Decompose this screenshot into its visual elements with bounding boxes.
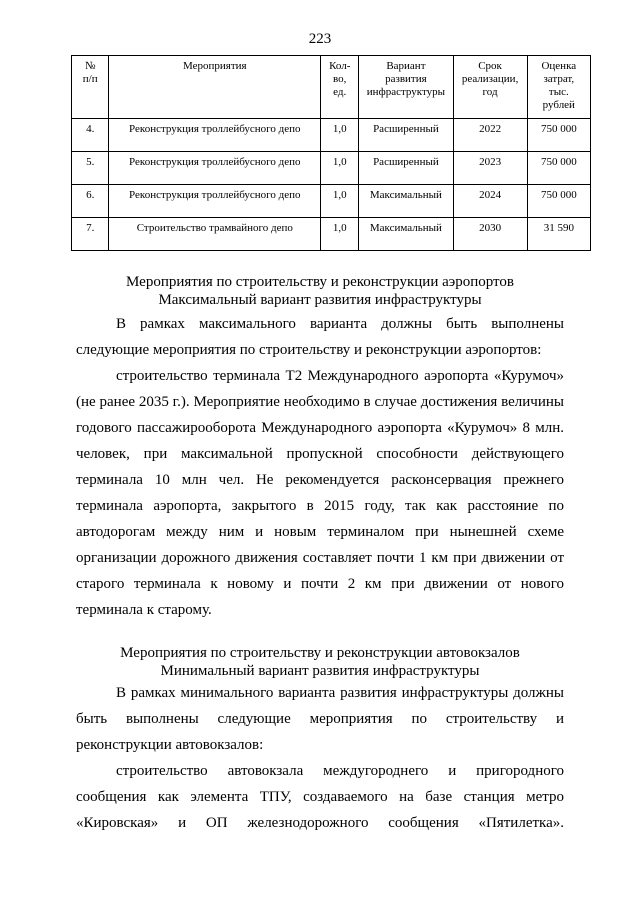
cell-quantity: 1,0 <box>321 185 359 218</box>
cell-measure: Реконструкция троллейбусного депо <box>109 152 321 185</box>
cell-quantity: 1,0 <box>321 218 359 251</box>
bus-intro-paragraph: В рамках минимального варианта развития инфраструктуры должны быть выполнены следующие мероприятия по строительству и реконструкции автовокзалов: <box>76 685 564 753</box>
cell-cost: 750 000 <box>527 119 590 152</box>
col-header-measure: Мероприятия <box>109 56 321 119</box>
cell-variant: Максимальный <box>359 185 453 218</box>
cell-measure: Реконструкция троллейбусного депо <box>109 119 321 152</box>
col-header-term: Срок реализации, год <box>453 56 527 119</box>
bus-item-paragraph: строительство автовокзала междугороднего и пригородного сообщения как элемента ТПУ, создаваемого на базе станция метро «Кировская» и ОП железнодорожного сообщения «Пятилетка». <box>76 763 564 831</box>
cell-number: 4. <box>72 119 109 152</box>
airports-item-paragraph: строительство терминала Т2 Международного аэропорта «Курумоч» (не ранее 2035 г.). Мероприятие необходимо в случае достижения величины годового пассажирооборота Международного аэропорта «Курумоч» 8 млн. человек, при максимальной пропускной способности действующего терминала 10 млн чел. Не рекомендуется расконсервация прежнего терминала аэропорта, закрытого в 2015 году, так как расстояние по автодорогам между ним и новым терминалом при нынешней схеме организации дорожного движения составляет почти 1 км при движении от старого терминала к новому и почти 2 км при движении от нового терминала к старому. <box>76 368 564 618</box>
cell-cost: 31 590 <box>527 218 590 251</box>
airports-section-subtitle: Максимальный вариант развития инфраструктуры <box>158 292 482 308</box>
col-header-number: № п/п <box>72 56 109 119</box>
table-row <box>72 119 591 152</box>
cell-cost: 750 000 <box>527 152 590 185</box>
cell-term: 2030 <box>453 218 527 251</box>
cell-variant: Расширенный <box>359 152 453 185</box>
cell-number: 7. <box>72 218 109 251</box>
cell-term: 2022 <box>453 119 527 152</box>
cell-number: 6. <box>72 185 109 218</box>
cell-variant: Максимальный <box>359 218 453 251</box>
cell-number: 5. <box>72 152 109 185</box>
cell-term: 2023 <box>453 152 527 185</box>
page-number: 223 <box>308 31 332 47</box>
table-row <box>72 152 591 185</box>
cell-variant: Расширенный <box>359 119 453 152</box>
cell-quantity: 1,0 <box>321 119 359 152</box>
cell-measure: Реконструкция троллейбусного депо <box>109 185 321 218</box>
cell-term: 2024 <box>453 185 527 218</box>
table-header-row <box>72 56 591 119</box>
bus-section-subtitle: Минимальный вариант развития инфраструктуры <box>160 663 480 679</box>
col-header-quantity: Кол- во, ед. <box>321 56 359 119</box>
table-row <box>72 218 591 251</box>
measures-table <box>71 55 591 251</box>
cell-quantity: 1,0 <box>321 152 359 185</box>
bus-section-title: Мероприятия по строительству и реконструкции автовокзалов <box>120 645 520 661</box>
cell-cost: 750 000 <box>527 185 590 218</box>
cell-measure: Строительство трамвайного депо <box>109 218 321 251</box>
col-header-cost: Оценка затрат, тыс. рублей <box>527 56 590 119</box>
table-row <box>72 185 591 218</box>
airports-section-title: Мероприятия по строительству и реконструкции аэропортов <box>126 274 514 290</box>
col-header-variant: Вариант развития инфраструктуры <box>359 56 453 119</box>
airports-intro-paragraph: В рамках максимального варианта должны быть выполнены следующие мероприятия по строительству и реконструкции аэропортов: <box>76 316 564 358</box>
